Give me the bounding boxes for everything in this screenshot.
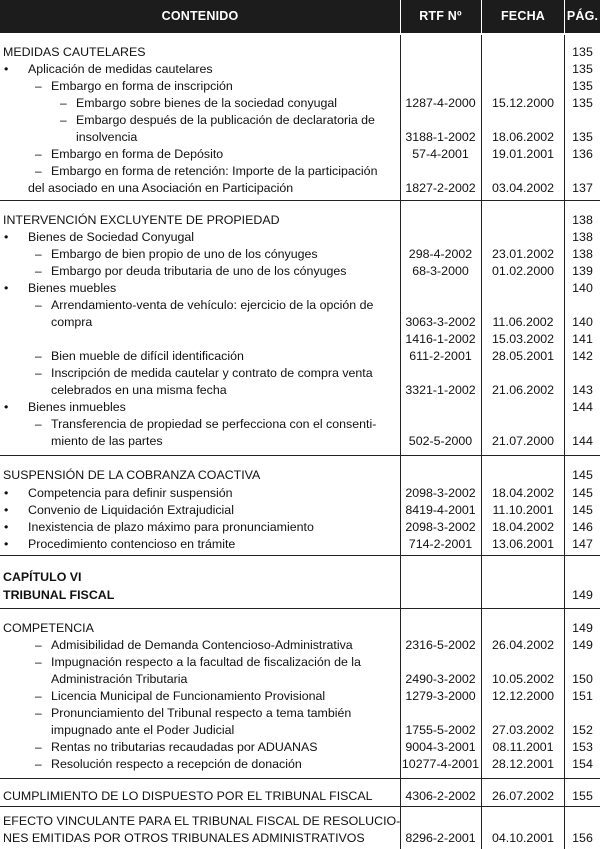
entry-text: NES EMITIDAS POR OTROS TRIBUNALES ADMINISTRATIVOS [3,831,365,845]
entry-text: del asociado en una Asociación en Participación [28,181,294,195]
entry-text: CUMPLIMIENTO DE LO DISPUESTO POR EL TRIBUNAL FISCAL [3,789,373,803]
entry-date: 18.04.2002 [491,520,554,534]
entry-date: 01.02.2000 [491,264,554,278]
table-row [0,44,600,60]
entry-date: 11.10.2001 [492,503,554,517]
bullet-marker: • [4,520,9,534]
entry-text: impugnado ante el Poder Judicial [51,723,235,737]
entry-text: EFECTO VINCULANTE PARA EL TRIBUNAL FISCAL DE RESOLUCIO- [3,814,401,828]
rtf-number: 4306-2-2002 [405,789,476,803]
rtf-number: 1416-1-2002 [405,332,476,346]
dash-marker: – [35,655,42,669]
entry-text: Embargo en forma de inscripción [51,79,233,93]
page-number: 149 [572,621,593,635]
dash-marker: – [60,113,67,127]
entry-text: Aplicación de medidas cautelares [28,62,213,76]
page-number: 135 [572,45,593,59]
page-number: 149 [572,638,593,652]
entry-text: Bienes muebles [28,281,117,295]
rtf-number: 9004-3-2001 [405,740,476,754]
rtf-number: 2098-3-2002 [405,486,476,500]
entry-date: 15.03.2002 [491,332,554,346]
table-row [0,569,600,585]
bullet-marker: • [4,230,9,244]
entry-date: 15.12.2000 [491,96,554,110]
entry-text: Inexistencia de plazo máximo para pronunciamiento [28,520,314,534]
bullet-marker: • [4,400,9,414]
entry-date: 27.03.2002 [491,723,554,737]
entry-date: 12.12.2000 [491,689,554,703]
entry-text: Embargo después de la publicación de declaratoria de [76,113,375,127]
entry-text: Licencia Municipal de Funcionamiento Provisional [51,689,326,703]
page-number: 145 [572,486,593,500]
entry-date: 03.04.2002 [491,181,554,195]
entry-date: 26.04.2002 [491,638,554,652]
table-row [0,163,600,179]
page-number: 153 [572,740,593,754]
column-header-contenido: CONTENIDO [161,9,239,23]
rtf-number: 8419-4-2001 [405,503,476,517]
table-row [0,813,600,829]
column-header-fecha: FECHA [500,9,546,23]
page-number: 140 [572,315,593,329]
page-number: 143 [572,383,593,397]
dash-marker: – [35,689,42,703]
page-number: 144 [572,400,593,414]
entry-text: Bienes de Sociedad Conyugal [28,230,195,244]
entry-text: Inscripción de medida cautelar y contrato de compra venta [51,366,373,380]
entry-text: Embargo de bien propio de uno de los cónyuges [51,247,318,261]
table-row [0,433,600,449]
page-number: 138 [572,213,593,227]
column-header-rtf: RTF Nº [419,9,462,23]
dash-marker: – [35,247,42,261]
table-row [0,637,600,653]
entry-date: 11.06.2002 [492,315,554,329]
entry-text: insolvencia [76,130,138,144]
page-number: 136 [572,147,593,161]
entry-date: 18.04.2002 [491,486,554,500]
section-divider [0,806,600,807]
table-row [0,739,600,755]
entry-date: 21.07.2000 [491,434,554,448]
header-divider [400,0,401,33]
table-row [0,263,600,279]
rtf-number: 298-4-2002 [408,247,473,261]
page-number: 155 [572,789,593,803]
entry-text: Embargo en forma de retención: Importe de la participación [51,164,378,178]
table-row [0,722,600,738]
dash-marker: – [35,147,42,161]
entry-date: 28.12.2001 [491,757,554,771]
entry-date: 28.05.2001 [491,349,554,363]
table-header [0,0,600,33]
entry-date: 04.10.2001 [491,831,554,845]
table-row [0,416,600,432]
column-header-pag: PÁG. [566,9,599,23]
table-row [0,587,600,603]
entry-text: Competencia para definir suspensión [28,486,233,500]
rtf-number: 2098-3-2002 [405,520,476,534]
entry-date: 13.06.2001 [491,537,554,551]
page-number: 137 [572,181,593,195]
dash-marker: – [35,349,42,363]
page-number: 150 [572,672,593,686]
bullet-marker: • [4,537,9,551]
page-number: 156 [572,831,593,845]
dash-marker: – [35,757,42,771]
table-row [0,654,600,670]
page-number: 149 [572,588,593,602]
page-number: 145 [572,503,593,517]
page-number: 135 [572,130,593,144]
page-number: 154 [572,757,593,771]
entry-text: Procedimiento contencioso en trámite [28,537,236,551]
rtf-number: 3063-3-2002 [405,315,476,329]
table-row [0,671,600,687]
section-divider [0,200,600,201]
rtf-number: 57-4-2001 [412,147,469,161]
rtf-number: 3321-1-2002 [405,383,476,397]
rtf-number: 1755-5-2002 [405,723,476,737]
table-row [0,112,600,128]
table-row [0,382,600,398]
page-number: 146 [572,520,593,534]
entry-date: 19.01.2001 [491,147,554,161]
table-row [0,502,600,518]
entry-date: 26.07.2002 [491,789,554,803]
entry-text: Bienes inmuebles [28,400,126,414]
page-number: 141 [572,332,593,346]
entry-text: Embargo sobre bienes de la sociedad conyugal [76,96,338,110]
table-row [0,280,600,296]
rtf-number: 502-5-2000 [408,434,473,448]
entry-text: compra [51,315,93,329]
entry-text: Administración Tributaria [51,672,188,686]
entry-text: Arrendamiento-venta de vehículo: ejercicio de la opción de [51,298,374,312]
entry-text: SUSPENSIÓN DE LA COBRANZA COACTIVA [3,468,261,482]
entry-text: Embargo en forma de Depósito [51,147,224,161]
table-row [0,78,600,94]
entry-text: Rentas no tributarias recaudadas por ADUANAS [51,740,318,754]
header-divider [481,0,482,33]
table-row [0,756,600,772]
rtf-number: 2490-3-2002 [405,672,476,686]
dash-marker: – [35,740,42,754]
rtf-number: 1287-4-2000 [405,96,476,110]
entry-text: Admisibilidad de Demanda Contencioso-Administrativa [51,638,353,652]
section-divider [0,608,600,609]
section-divider [0,778,600,779]
bullet-marker: • [4,486,9,500]
rtf-number: 10277-4-2001 [401,757,480,771]
entry-date: 21.06.2002 [491,383,554,397]
section-divider [0,455,600,456]
rtf-number: 1827-2-2002 [405,181,476,195]
table-row [0,212,600,228]
entry-text: Transferencia de propiedad se perfecciona con el consenti- [51,417,377,431]
page-number: 140 [572,281,593,295]
page-number: 142 [572,349,593,363]
table-row [0,331,600,347]
table-row [0,830,600,846]
rtf-number: 68-3-2000 [412,264,469,278]
table-row [0,519,600,535]
entry-text: TRIBUNAL FISCAL [3,588,115,602]
dash-marker: – [35,79,42,93]
entry-date: 10.05.2002 [491,672,554,686]
dash-marker: – [35,638,42,652]
rtf-number: 8296-2-2001 [405,831,476,845]
table-row [0,246,600,262]
page-number: 152 [572,723,593,737]
dash-marker: – [35,366,42,380]
table-row [0,536,600,552]
table-row [0,399,600,415]
page-number: 144 [572,434,593,448]
dash-marker: – [35,417,42,431]
dash-marker: – [60,96,67,110]
page-number: 145 [572,468,593,482]
section-divider [0,555,600,556]
bullet-marker: • [4,62,9,76]
page-number: 139 [572,264,593,278]
table-row [0,180,600,196]
dash-marker: – [35,164,42,178]
entry-date: 08.11.2001 [492,740,554,754]
entry-date: 23.01.2002 [491,247,554,261]
table-row [0,146,600,162]
entry-text: Pronunciamiento del Tribunal respecto a tema también [51,706,352,720]
entry-text: Resolución respecto a recepción de donación [51,757,302,771]
table-row [0,485,600,501]
rtf-number: 2316-5-2002 [405,638,476,652]
page-number: 138 [572,247,593,261]
entry-text: CAPÍTULO VI [3,570,82,584]
table-row [0,297,600,313]
bullet-marker: • [4,281,9,295]
table-row [0,61,600,77]
rtf-number: 3188-1-2002 [405,130,476,144]
table-row [0,348,600,364]
table-row [0,705,600,721]
entry-text: COMPETENCIA [3,621,94,635]
page-number: 135 [572,96,593,110]
entry-text: Impugnación respecto a la facultad de fiscalización de la [51,655,361,669]
rtf-number: 714-2-2001 [408,537,473,551]
page-number: 135 [572,79,593,93]
rtf-number: 611-2-2001 [409,349,472,363]
rtf-number: 1279-3-2000 [405,689,476,703]
table-row [0,229,600,245]
table-row [0,129,600,145]
entry-text: miento de las partes [51,434,163,448]
dash-marker: – [35,298,42,312]
page-number: 151 [572,689,593,703]
entry-text: celebrados en una misma fecha [51,383,227,397]
page-number: 135 [572,62,593,76]
entry-text: Embargo por deuda tributaria de uno de los cónyuges [51,264,347,278]
table-row [0,365,600,381]
entry-text: Bien mueble de difícil identificación [51,349,244,363]
entry-text: INTERVENCIÓN EXCLUYENTE DE PROPIEDAD [3,213,280,227]
table-row [0,95,600,111]
page-number: 147 [572,537,593,551]
header-divider [564,0,565,33]
entry-text: MEDIDAS CAUTELARES [3,45,146,59]
table-row [0,788,600,804]
bullet-marker: • [4,503,9,517]
entry-text: Convenio de Liquidación Extrajudicial [28,503,234,517]
dash-marker: – [35,264,42,278]
table-row [0,314,600,330]
page-number: 138 [572,230,593,244]
dash-marker: – [35,706,42,720]
entry-date: 18.06.2002 [491,130,554,144]
table-row [0,688,600,704]
table-row [0,467,600,483]
table-row [0,620,600,636]
